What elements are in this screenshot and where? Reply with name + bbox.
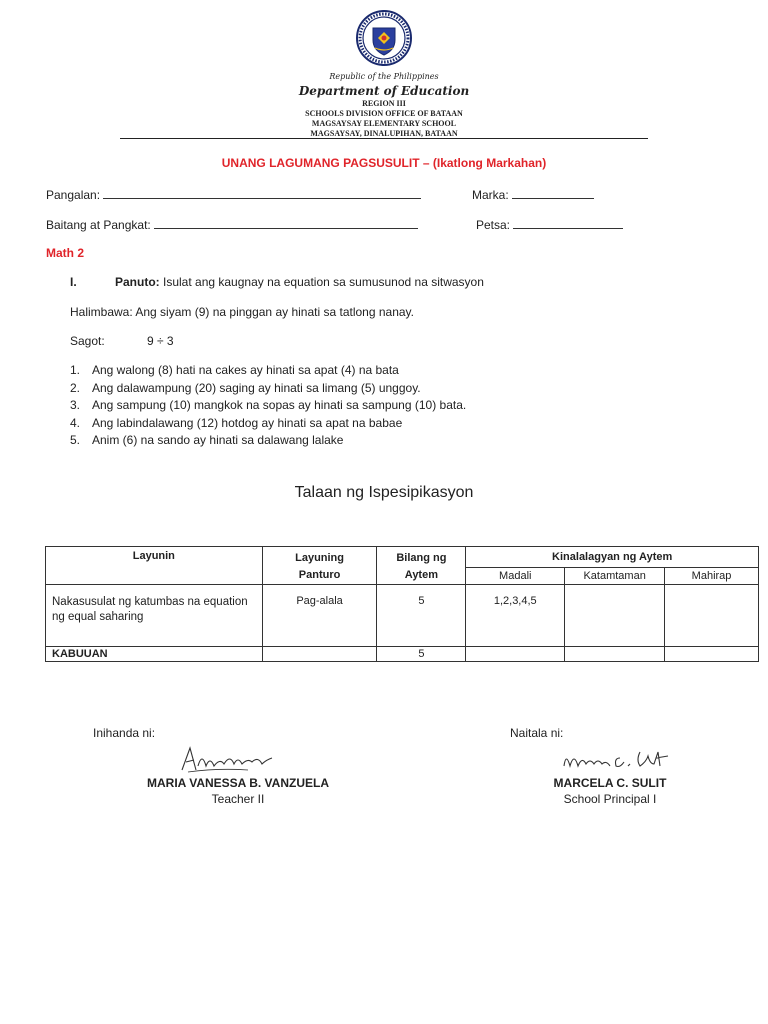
row-madali: 1,2,3,4,5: [466, 585, 565, 647]
item-number: 5.: [70, 433, 81, 447]
name-blank[interactable]: [103, 186, 421, 199]
department-name: Department of Education: [298, 84, 470, 98]
header-bilang-line2: Aytem: [404, 569, 438, 581]
answer-value: 9 ÷ 3: [147, 334, 174, 348]
total-katamtaman: [565, 647, 665, 662]
answer-label: Sagot:: [70, 334, 105, 348]
question-list: [70, 362, 466, 450]
prepared-signature-icon: [178, 742, 278, 776]
row-katamtaman: [565, 585, 665, 647]
item-text: Ang walong (8) hati na cakes ay hinati sa apat (4) na bata: [92, 363, 399, 377]
instruction-body: Isulat ang kaugnay na equation sa sumusunod na sitwasyon: [159, 275, 484, 289]
instruction-label: Panuto:: [115, 275, 160, 289]
prepared-by-label: Inihanda ni:: [93, 726, 156, 740]
name-label: Pangalan:: [46, 188, 101, 202]
school-line: MAGSAYSAY ELEMENTARY SCHOOL: [311, 119, 457, 128]
item-number: 4.: [70, 415, 81, 430]
row-mahirap: [665, 585, 759, 647]
deped-seal-icon: [356, 10, 412, 66]
total-mahirap: [665, 647, 759, 662]
total-panturo: [262, 647, 377, 662]
instruction-text: [115, 275, 484, 289]
header-katamtaman: Katamtaman: [565, 568, 665, 585]
total-label: KABUUAN: [46, 647, 263, 662]
header-bilang-line1: Bilang ng: [396, 552, 447, 564]
list-item: [70, 415, 466, 433]
test-title: UNANG LAGUMANG PAGSUSULIT – (Ikatlong Markahan): [221, 156, 547, 170]
subject-label: Math 2: [46, 246, 85, 260]
row-layunin: Nakasusulat ng katumbas na equation ng equal saharing: [46, 585, 263, 647]
header-divider: [120, 138, 648, 139]
region-line: REGION III: [362, 99, 406, 108]
item-number: 2.: [70, 380, 81, 395]
header-layunin: Layunin: [46, 547, 263, 585]
date-field[interactable]: [476, 216, 623, 232]
noted-signature-icon: [560, 744, 676, 774]
date-blank[interactable]: [513, 216, 623, 229]
table-title: Talaan ng Ispesipikasyon: [294, 484, 474, 501]
item-text: Anim (6) na sando ay hinati sa dalawang lalake: [92, 433, 344, 447]
list-item: [70, 397, 466, 415]
total-bilang: 5: [377, 647, 466, 662]
row-panturo: Pag-alala: [262, 585, 377, 647]
total-madali: [466, 647, 565, 662]
header-bilang: [377, 547, 466, 585]
item-text: Ang sampung (10) mangkok na sopas ay hinati sa sampung (10) bata.: [92, 398, 467, 412]
item-number: 3.: [70, 398, 81, 412]
instruction-roman: I.: [70, 275, 77, 289]
header-layuning-panturo-line1: Layuning: [295, 552, 344, 564]
republic-line: Republic of the Philippines: [329, 72, 439, 81]
header-madali: Madali: [466, 568, 565, 585]
prepared-name: MARIA VANESSA B. VANZUELA: [146, 776, 329, 790]
item-number: 1.: [70, 363, 81, 377]
list-item: [70, 432, 466, 450]
prepared-title: Teacher II: [211, 792, 265, 806]
list-item: [70, 380, 466, 398]
grade-section-blank[interactable]: [154, 216, 418, 229]
grade-section-label: Baitang at Pangkat:: [46, 218, 151, 232]
item-text: Ang labindalawang (12) hotdog ay hinati sa apat na babae: [92, 415, 403, 430]
address-line: MAGSAYSAY, DINALUPIHAN, BATAAN: [310, 129, 458, 138]
date-label: Petsa:: [476, 218, 511, 232]
specification-table: [45, 546, 759, 662]
noted-name: MARCELA C. SULIT: [553, 776, 667, 790]
header-mahirap: Mahirap: [665, 568, 759, 585]
score-blank[interactable]: [512, 186, 594, 199]
example-text: Halimbawa: Ang siyam (9) na pinggan ay hinati sa tatlong nanay.: [70, 305, 414, 319]
item-text: Ang dalawampung (20) saging ay hinati sa limang (5) unggoy.: [92, 380, 421, 395]
header-layuning-panturo: [262, 547, 377, 585]
score-field[interactable]: [472, 186, 594, 202]
header-kinalalagyan: Kinalalagyan ng Aytem: [466, 547, 759, 568]
row-bilang: 5: [377, 585, 466, 647]
division-line: SCHOOLS DIVISION OFFICE OF BATAAN: [305, 109, 463, 118]
noted-title: School Principal I: [563, 792, 657, 806]
noted-by-label: Naitala ni:: [510, 726, 564, 740]
header-layuning-panturo-line2: Panturo: [298, 569, 341, 581]
grade-section-field[interactable]: [46, 216, 418, 232]
score-label: Marka:: [472, 188, 509, 202]
list-item: [70, 362, 466, 380]
name-field[interactable]: [46, 186, 421, 202]
